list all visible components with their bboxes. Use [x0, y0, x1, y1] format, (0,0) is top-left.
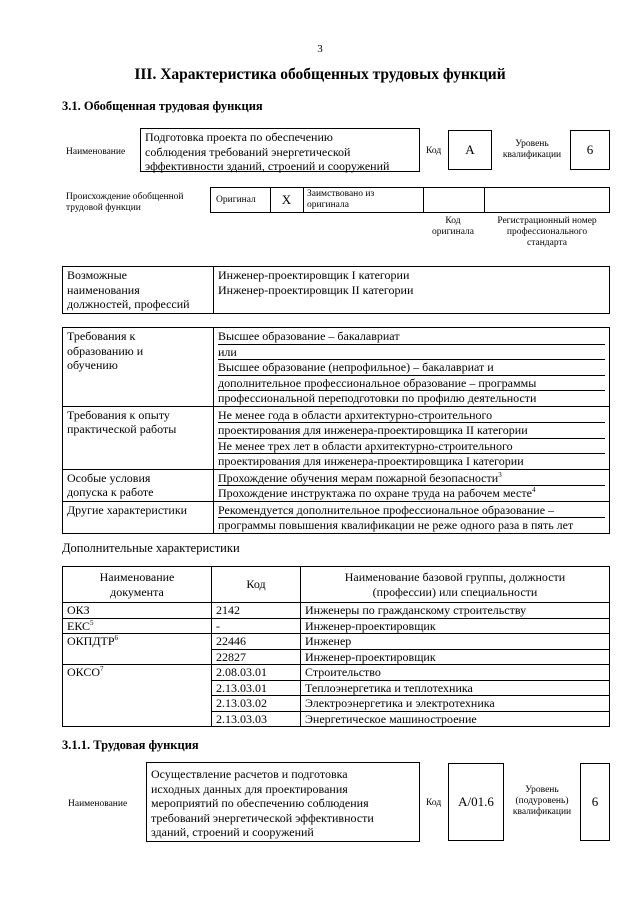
borrowed-label-line: Заимствовано из [307, 189, 375, 199]
code-cell: 2.13.03.01 [212, 680, 301, 696]
reg-number-line: стандарта [527, 238, 567, 248]
name-cell: Инженер [301, 634, 610, 650]
req-label-line: практической работы [67, 422, 177, 436]
req-line: профессиональной переподготовки по профилю деятельности [218, 391, 537, 405]
positions-label-line: наименования [67, 282, 140, 297]
req-other-value [214, 501, 610, 533]
additional-heading: Дополнительные характеристики [62, 541, 240, 555]
doc-cell [63, 603, 212, 619]
tf-name-line: исходных данных для проектирования [151, 781, 348, 796]
gtf-name-line: Подготовка проекта по обеспечению [145, 130, 333, 144]
tf-name-line: Осуществление расчетов и подготовка [151, 767, 348, 781]
req-line: программы повышения квалификации не реже одного раза в пять лет [218, 518, 574, 532]
section-title: III. Характеристика обобщенных трудовых функций [134, 66, 506, 83]
col-header-name [301, 567, 610, 603]
req-other-label [63, 501, 214, 533]
req-line: Не менее трех лет в области архитектурно-строительного [218, 439, 605, 455]
tf-level-box: 6 [580, 763, 610, 841]
req-education-label [63, 328, 214, 407]
req-line-text: Прохождение обучения мерам пожарной безопасности [218, 470, 499, 485]
name-cell: Энергетическое машиностроение [301, 711, 610, 727]
col-header-code: Код [212, 567, 301, 603]
reg-number-line: профессионального [506, 227, 588, 237]
table-row [63, 634, 610, 650]
gtf-origin-label [66, 192, 184, 214]
code-original-line: Код [445, 216, 461, 226]
gtf-level-box: 6 [570, 130, 610, 170]
col-header-line: документа [110, 584, 164, 599]
tf-name-line: мероприятий по обеспечению соблюдения [151, 796, 369, 810]
code-cell: 2.13.03.03 [212, 711, 301, 727]
table-row [63, 665, 610, 681]
gtf-name-label: Наименование [66, 147, 126, 157]
req-education-value [214, 328, 610, 407]
footnote-ref: 3 [498, 470, 502, 479]
col-header-document [63, 567, 212, 603]
req-label-line: допуска к работе [67, 485, 154, 499]
origin-label-line: Происхождение обобщенной [66, 192, 184, 202]
requirements-table [62, 327, 610, 534]
table-row [63, 603, 610, 619]
req-line-text: Прохождение инструктажа по охране труда на рабочем месте [218, 486, 532, 500]
req-conditions-value [214, 469, 610, 501]
req-line: Рекомендуется дополнительное профессиональное образование – [218, 503, 605, 519]
footnote-ref: 7 [100, 665, 104, 673]
req-line: Высшее образование – бакалавриат [218, 329, 605, 345]
divider [303, 187, 304, 213]
col-header-line: Наименование базовой группы, должности [344, 570, 566, 584]
gtf-origin-row [210, 187, 610, 213]
footnote-ref: 4 [531, 486, 536, 494]
gtf-code-label: Код [426, 146, 442, 156]
positions-label-line: должностей, профессий [67, 297, 190, 311]
code-cell: - [212, 618, 301, 634]
gtf-code-box: A [448, 130, 492, 170]
additional-table [62, 566, 610, 727]
req-label-line: обучению [67, 358, 118, 372]
col-header-line: Наименование [99, 570, 175, 584]
borrowed-label-line: оригинала [307, 200, 349, 210]
req-line [218, 471, 605, 487]
divider [423, 187, 424, 213]
req-experience-label [63, 406, 214, 469]
positions-label-line: Возможные [67, 268, 127, 282]
doc-text: ОКЗ [67, 603, 90, 617]
gtf-name-line: соблюдения требований энергетической [145, 144, 351, 159]
position-value: Инженер-проектировщик II категории [218, 282, 414, 297]
req-line: проектирования для инженера-проектировщика I категории [218, 454, 524, 468]
doc-cell [63, 665, 212, 727]
doc-cell [63, 634, 212, 665]
gtf-level-label [496, 139, 568, 161]
table-row [63, 618, 610, 634]
req-label-line: Требования к опыту [67, 407, 170, 422]
code-original-label [424, 216, 482, 238]
reg-number-label [484, 216, 610, 249]
tf-code-label: Код [426, 798, 442, 808]
positions-table [62, 266, 610, 314]
footnote-ref: 6 [114, 634, 119, 642]
req-line: дополнительное профессиональное образование – программы [218, 376, 605, 392]
name-cell: Теплоэнергетика и теплотехника [301, 680, 610, 696]
req-line: или [218, 345, 605, 361]
doc-text: ОКСО [67, 665, 101, 679]
gtf-level-label-line: квалификации [502, 150, 562, 160]
name-cell: Электроэнергетика и электротехника [301, 696, 610, 712]
req-experience-value [214, 406, 610, 469]
doc-text: ЕКС [67, 618, 91, 633]
name-cell: Инженер-проектировщик [301, 649, 610, 665]
positions-label [63, 267, 214, 314]
code-cell: 22446 [212, 634, 301, 650]
code-original-line: оригинала [432, 227, 474, 237]
code-cell: 2142 [212, 603, 301, 619]
gtf-name-line: эффективности зданий, строений и сооружений [145, 159, 390, 173]
req-line: Высшее образование (непрофильное) – бакалавриат и [218, 360, 605, 376]
tf-name-line: зданий, строений и сооружений [151, 825, 314, 839]
code-cell: 2.08.03.01 [212, 665, 301, 681]
req-line [218, 486, 605, 501]
col-header-line: (профессии) или специальности [372, 584, 538, 599]
original-label: Оригинал [216, 195, 256, 205]
positions-values [214, 267, 610, 314]
req-conditions-label [63, 469, 214, 501]
doc-text: ОКПДТР [67, 634, 115, 648]
req-label-line: образованию и [67, 343, 144, 358]
tf-name-label: Наименование [68, 799, 128, 809]
gtf-name-box [140, 128, 420, 172]
tf-name-line: требований энергетической эффективности [151, 810, 374, 825]
gtf-heading: 3.1. Обобщенная трудовая функция [62, 99, 263, 113]
req-label-line: Другие характеристики [67, 502, 188, 517]
position-value: Инженер-проектировщик I категории [218, 268, 410, 282]
code-cell: 22827 [212, 649, 301, 665]
page-number: 3 [317, 43, 323, 55]
footnote-ref: 5 [90, 618, 94, 627]
req-line: Не менее года в области архитектурно-строительного [218, 408, 605, 424]
req-label-line: Особые условия [67, 470, 151, 485]
gtf-level-label-line: Уровень [515, 139, 549, 149]
tf-name-box [146, 762, 420, 842]
origin-label-line: трудовой функции [66, 203, 141, 213]
tf-level-label-line: квалификации [512, 807, 572, 817]
tf-heading: 3.1.1. Трудовая функция [62, 738, 199, 752]
name-cell: Инженер-проектировщик [301, 618, 610, 634]
doc-cell [63, 618, 212, 634]
tf-level-label-line: (подуровень) [515, 796, 569, 806]
req-line: проектирования для инженера-проектировщика II категории [218, 423, 605, 439]
reg-number-line: Регистрационный номер [497, 216, 597, 226]
divider [484, 187, 485, 213]
req-label-line: Требования к [67, 329, 136, 343]
tf-code-box: A/01.6 [448, 763, 504, 841]
tf-level-label-line: Уровень [525, 785, 559, 795]
name-cell: Инженеры по гражданскому строительству [301, 603, 610, 619]
code-cell: 2.13.03.02 [212, 696, 301, 712]
original-mark: X [281, 192, 292, 207]
name-cell: Строительство [301, 665, 610, 681]
borrowed-label [307, 189, 374, 211]
tf-level-label [506, 785, 578, 818]
